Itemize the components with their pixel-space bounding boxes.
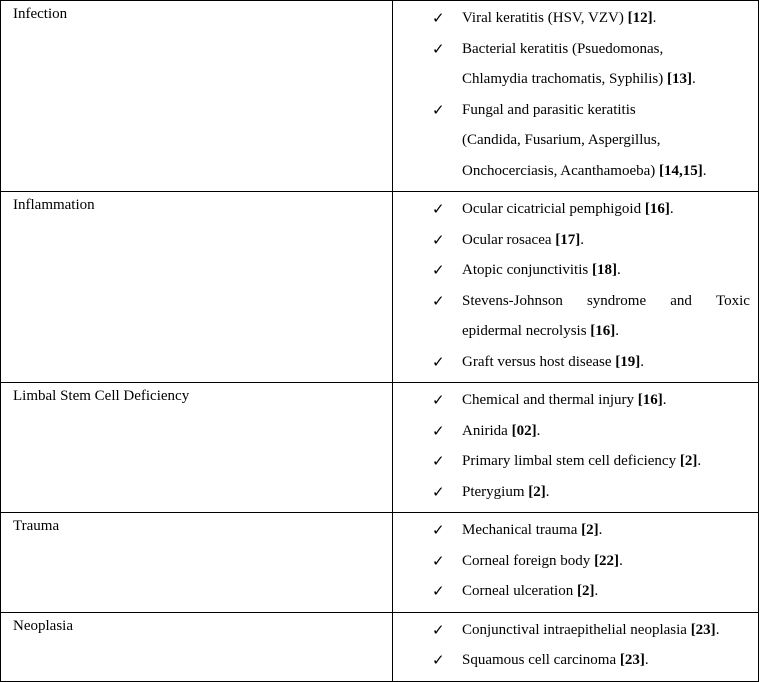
item-text: Fungal and parasitic keratitis bbox=[462, 101, 636, 118]
list-item bbox=[393, 477, 750, 508]
checkmark-icon: ✓ bbox=[432, 521, 445, 539]
category-cell bbox=[1, 383, 393, 513]
item-text: Viral keratitis (HSV, VZV) bbox=[462, 10, 624, 26]
item-terminator: . bbox=[715, 621, 720, 638]
item-terminator: . bbox=[644, 652, 649, 668]
list-item bbox=[393, 95, 750, 187]
item-text-line bbox=[462, 3, 750, 34]
items-cell bbox=[393, 383, 759, 513]
item-list bbox=[393, 194, 750, 377]
list-item bbox=[393, 225, 750, 256]
reference-citation: [2] bbox=[679, 453, 698, 469]
checkmark-icon: ✓ bbox=[432, 391, 445, 409]
item-text-line bbox=[462, 255, 750, 286]
item-terminator: . bbox=[652, 10, 657, 26]
item-text-line bbox=[462, 286, 750, 317]
list-item bbox=[393, 385, 750, 416]
item-terminator: . bbox=[615, 323, 620, 339]
list-item bbox=[393, 255, 750, 286]
item-text-line bbox=[462, 477, 750, 508]
list-item bbox=[393, 3, 750, 34]
category-label: Limbal Stem Cell Deficiency bbox=[13, 388, 190, 404]
item-text: Chlamydia trachomatis, Syphilis) bbox=[462, 71, 664, 87]
item-terminator: . bbox=[669, 201, 674, 217]
checkmark-icon: ✓ bbox=[432, 421, 445, 440]
item-text: Squamous cell carcinoma bbox=[462, 652, 617, 668]
table-row bbox=[1, 383, 759, 513]
item-text: Chemical and thermal injury bbox=[462, 392, 635, 408]
item-text: Primary limbal stem cell deficiency bbox=[462, 453, 677, 469]
reference-citation: [22] bbox=[594, 552, 620, 569]
checkmark-icon: ✓ bbox=[432, 352, 445, 371]
table-row bbox=[1, 1, 759, 192]
reference-citation: [12] bbox=[627, 10, 653, 26]
item-text: epidermal necrolysis bbox=[462, 323, 587, 339]
item-text: Atopic conjunctivitis bbox=[462, 262, 589, 278]
checkmark-icon: ✓ bbox=[432, 651, 445, 669]
item-text-line bbox=[462, 347, 750, 378]
category-label: Trauma bbox=[13, 518, 60, 534]
item-text: (Candida, Fusarium, Aspergillus, bbox=[462, 132, 661, 148]
item-word: Toxic bbox=[716, 292, 750, 309]
reference-citation: [23] bbox=[690, 621, 716, 638]
items-cell bbox=[393, 513, 759, 613]
item-terminator: . bbox=[616, 262, 621, 278]
table-row bbox=[1, 513, 759, 613]
reference-citation: [16] bbox=[590, 323, 616, 339]
item-terminator: . bbox=[580, 231, 585, 248]
category-cell bbox=[1, 513, 393, 613]
items-cell bbox=[393, 612, 759, 681]
reference-citation: [16] bbox=[644, 201, 670, 217]
item-list bbox=[393, 3, 750, 186]
list-item bbox=[393, 546, 750, 577]
item-text-line bbox=[462, 194, 750, 225]
item-text-line bbox=[462, 125, 750, 156]
list-item bbox=[393, 515, 750, 546]
table-body bbox=[1, 1, 759, 682]
checkmark-icon: ✓ bbox=[432, 39, 445, 58]
category-label: Inflammation bbox=[13, 197, 95, 213]
items-cell bbox=[393, 192, 759, 383]
category-label: Neoplasia bbox=[13, 617, 73, 634]
item-terminator: . bbox=[691, 71, 696, 87]
item-text-line bbox=[462, 576, 750, 607]
item-text: Bacterial keratitis (Psuedomonas, bbox=[462, 40, 664, 57]
list-item bbox=[393, 194, 750, 225]
checkmark-icon: ✓ bbox=[432, 582, 445, 600]
item-terminator: . bbox=[594, 583, 599, 599]
item-text: Anirida bbox=[462, 422, 508, 439]
table-row bbox=[1, 192, 759, 383]
category-cell bbox=[1, 1, 393, 192]
item-text-line bbox=[462, 645, 750, 676]
checkmark-icon: ✓ bbox=[432, 261, 445, 279]
checkmark-icon: ✓ bbox=[432, 100, 445, 119]
reference-citation: [23] bbox=[619, 652, 645, 668]
reference-citation: [2] bbox=[581, 522, 599, 538]
checkmark-icon: ✓ bbox=[432, 291, 445, 310]
list-item bbox=[393, 347, 750, 378]
category-cell bbox=[1, 612, 393, 681]
item-text-line bbox=[462, 225, 750, 256]
item-terminator: . bbox=[702, 162, 707, 179]
item-text-line bbox=[462, 64, 750, 95]
checkmark-icon: ✓ bbox=[432, 200, 445, 218]
item-text: Mechanical trauma bbox=[462, 522, 578, 538]
item-text: Conjunctival intraepithelial neoplasia bbox=[462, 621, 687, 638]
reference-citation: [18] bbox=[591, 262, 617, 278]
checkmark-icon: ✓ bbox=[432, 452, 445, 470]
item-text-line bbox=[462, 515, 750, 546]
item-list bbox=[393, 615, 750, 676]
item-text: Corneal ulceration bbox=[462, 583, 574, 599]
item-list bbox=[393, 385, 750, 507]
item-text-line bbox=[462, 615, 750, 646]
list-item bbox=[393, 645, 750, 676]
reference-citation: [2] bbox=[576, 583, 595, 599]
checkmark-icon: ✓ bbox=[432, 551, 445, 570]
item-text-line bbox=[462, 385, 750, 416]
item-terminator: . bbox=[697, 453, 702, 469]
item-text: Ocular cicatricial pemphigoid bbox=[462, 201, 642, 217]
category-label: Infection bbox=[13, 6, 68, 22]
item-text-line bbox=[462, 156, 750, 187]
list-item bbox=[393, 286, 750, 347]
reference-citation: [2] bbox=[528, 483, 546, 500]
item-terminator: . bbox=[619, 552, 623, 569]
items-cell bbox=[393, 1, 759, 192]
item-text-line bbox=[462, 95, 750, 126]
reference-citation: [13] bbox=[666, 71, 692, 87]
item-text: Ocular rosacea bbox=[462, 231, 552, 248]
item-list bbox=[393, 515, 750, 607]
item-word: Stevens-Johnson bbox=[462, 292, 563, 309]
checkmark-icon: ✓ bbox=[432, 9, 445, 27]
item-terminator: . bbox=[536, 422, 541, 439]
table-row bbox=[1, 612, 759, 681]
item-text-line bbox=[462, 316, 750, 347]
item-terminator: . bbox=[598, 522, 603, 538]
reference-citation: [02] bbox=[511, 422, 537, 439]
item-word: syndrome bbox=[586, 292, 647, 309]
item-text-line bbox=[462, 446, 750, 477]
checkmark-icon: ✓ bbox=[432, 230, 445, 249]
list-item bbox=[393, 416, 750, 447]
category-cell bbox=[1, 192, 393, 383]
item-text-line bbox=[462, 416, 750, 447]
item-text: Graft versus host disease bbox=[462, 353, 612, 370]
reference-citation: [16] bbox=[637, 392, 663, 408]
item-text-line bbox=[462, 546, 750, 577]
item-word: and bbox=[670, 292, 692, 309]
list-item bbox=[393, 446, 750, 477]
checkmark-icon: ✓ bbox=[432, 620, 445, 639]
item-terminator: . bbox=[545, 483, 550, 500]
list-item bbox=[393, 615, 750, 646]
item-text: Onchocerciasis, Acanthamoeba) bbox=[462, 162, 656, 179]
item-text: Pterygium bbox=[462, 483, 525, 500]
item-terminator: . bbox=[662, 392, 667, 408]
item-text: Corneal foreign body bbox=[462, 552, 591, 569]
reference-citation: [19] bbox=[615, 353, 641, 370]
item-terminator: . bbox=[640, 353, 645, 370]
list-item bbox=[393, 576, 750, 607]
item-text-line bbox=[462, 34, 750, 65]
checkmark-icon: ✓ bbox=[432, 482, 445, 501]
list-item bbox=[393, 34, 750, 95]
reference-citation: [14,15] bbox=[659, 162, 703, 179]
reference-citation: [17] bbox=[555, 231, 581, 248]
